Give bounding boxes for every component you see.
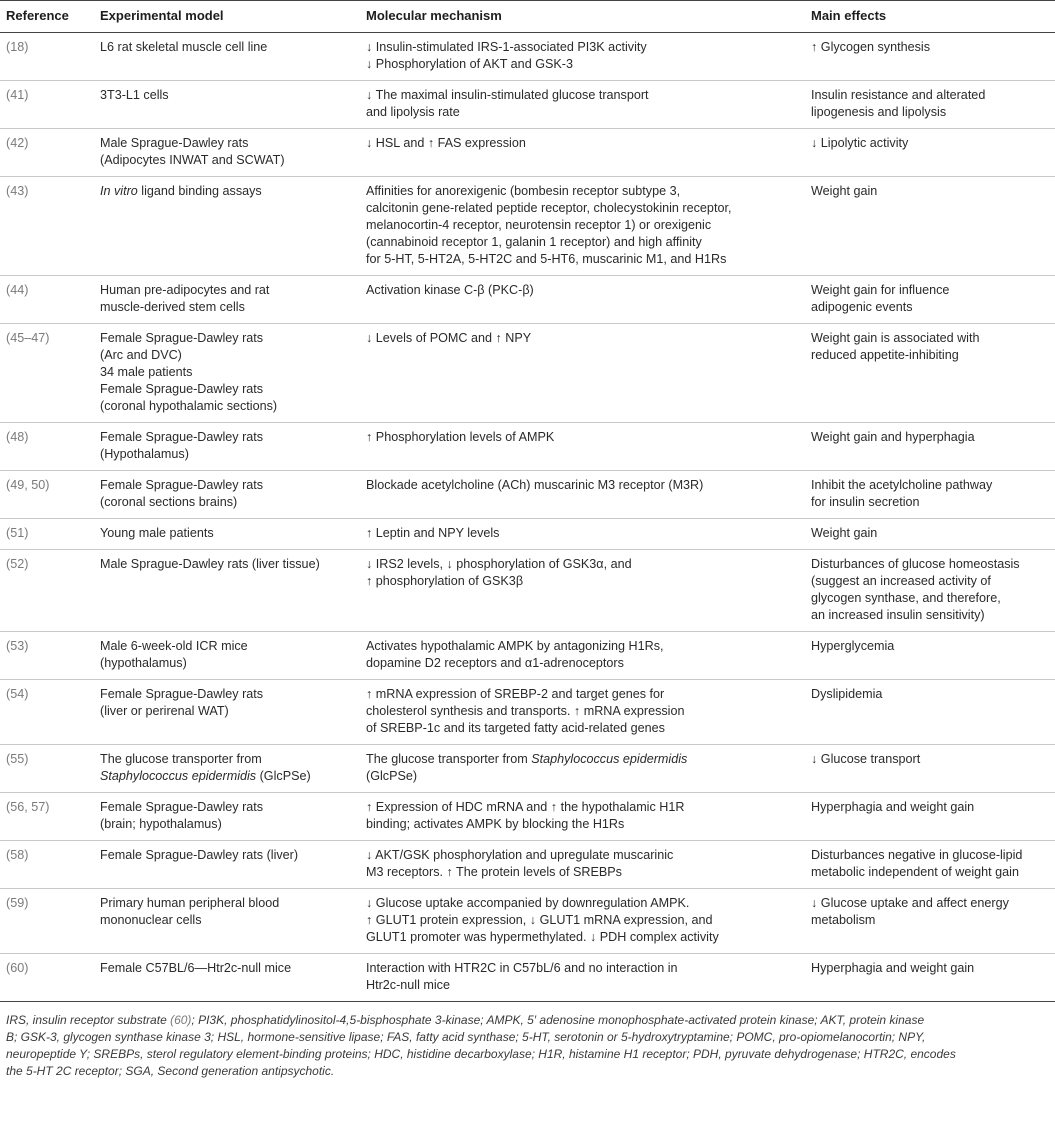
effects-line: lipogenesis and lipolysis <box>811 105 947 119</box>
table-row <box>0 276 1055 324</box>
table-header <box>0 1 1055 33</box>
model-line <box>100 183 352 200</box>
model-line: Female Sprague-Dawley rats <box>100 478 264 492</box>
model-italic-text: In vitro <box>100 184 138 198</box>
footnote-text: IRS, insulin receptor substrate <box>6 1013 171 1027</box>
reference-cell <box>0 129 94 177</box>
header-reference: Reference <box>0 1 94 33</box>
mechanism-line: Activation kinase C-β (PKC-β) <box>366 283 534 297</box>
mechanism-line: of SREBP-1c and its targeted fatty acid-related genes <box>366 721 665 735</box>
table-row <box>0 423 1055 471</box>
molecular-mechanism-cell <box>360 680 805 745</box>
experimental-model-cell <box>94 471 360 519</box>
reference-link[interactable]: (59) <box>6 896 29 910</box>
effects-line: Hyperglycemia <box>811 639 895 653</box>
experimental-model-cell <box>94 632 360 680</box>
effects-line: reduced appetite-inhibiting <box>811 348 959 362</box>
model-italic-text: Staphylococcus epidermidis <box>100 769 257 783</box>
effects-line: Dyslipidemia <box>811 687 883 701</box>
reference-link[interactable]: (44) <box>6 283 29 297</box>
mechanism-line: ↑ mRNA expression of SREBP-2 and target genes for <box>366 687 665 701</box>
reference-cell <box>0 680 94 745</box>
model-line: Female Sprague-Dawley rats <box>100 382 264 396</box>
model-line: (Arc and DVC) <box>100 348 182 362</box>
mechanism-line: ↑ Phosphorylation levels of AMPK <box>366 430 555 444</box>
reference-cell <box>0 632 94 680</box>
model-line: Female Sprague-Dawley rats <box>100 331 264 345</box>
model-line: 34 male patients <box>100 365 193 379</box>
mechanism-line: melanocortin-4 receptor, neurotensin receptor 1) or orexigenic <box>366 218 712 232</box>
main-effects-cell <box>805 129 1055 177</box>
mechanism-line: (cannabinoid receptor 1, galanin 1 receptor) and high affinity <box>366 235 702 249</box>
mechanism-line: ↓ HSL and ↑ FAS expression <box>366 136 526 150</box>
model-line: mononuclear cells <box>100 913 202 927</box>
mechanism-line: cholesterol synthesis and transports. ↑ mRNA expression <box>366 704 685 718</box>
mechanism-italic-text: Staphylococcus epidermidis <box>531 752 688 766</box>
main-effects-cell <box>805 276 1055 324</box>
reference-link[interactable]: (58) <box>6 848 29 862</box>
effects-line: Disturbances negative in glucose-lipid <box>811 848 1023 862</box>
experimental-model-cell <box>94 519 360 550</box>
mechanism-line: for 5-HT, 5-HT2A, 5-HT2C and 5-HT6, muscarinic M1, and H1Rs <box>366 252 727 266</box>
effects-line: Weight gain <box>811 526 878 540</box>
reference-link[interactable]: (43) <box>6 184 29 198</box>
effects-line: adipogenic events <box>811 300 913 314</box>
table-row <box>0 129 1055 177</box>
reference-cell <box>0 954 94 1002</box>
table-row <box>0 793 1055 841</box>
main-effects-cell <box>805 632 1055 680</box>
effects-line: Weight gain and hyperphagia <box>811 430 975 444</box>
table-footnote <box>0 1002 1055 1080</box>
table-row <box>0 632 1055 680</box>
reference-link[interactable]: (45–47) <box>6 331 50 345</box>
reference-cell <box>0 889 94 954</box>
mechanism-line: ↑ Leptin and NPY levels <box>366 526 500 540</box>
effects-line: Hyperphagia and weight gain <box>811 800 975 814</box>
model-line: Male Sprague-Dawley rats (liver tissue) <box>100 557 320 571</box>
model-line: (liver or perirenal WAT) <box>100 704 229 718</box>
table-row <box>0 519 1055 550</box>
main-effects-cell <box>805 680 1055 745</box>
main-effects-cell <box>805 177 1055 276</box>
main-effects-cell <box>805 471 1055 519</box>
mechanism-line: GLUT1 promoter was hypermethylated. ↓ PDH complex activity <box>366 930 719 944</box>
reference-cell <box>0 550 94 632</box>
effects-line: ↓ Glucose transport <box>811 752 921 766</box>
effects-line: Weight gain <box>811 184 878 198</box>
model-line: (coronal hypothalamic sections) <box>100 399 278 413</box>
reference-link[interactable]: (55) <box>6 752 29 766</box>
table-row <box>0 177 1055 276</box>
reference-cell <box>0 793 94 841</box>
reference-cell <box>0 177 94 276</box>
experimental-model-cell <box>94 550 360 632</box>
experimental-model-cell <box>94 841 360 889</box>
mechanism-line: ↓ Phosphorylation of AKT and GSK-3 <box>366 57 573 71</box>
mechanism-line: ↓ IRS2 levels, ↓ phosphorylation of GSK3α, and <box>366 557 632 571</box>
header-molecular-mechanism: Molecular mechanism <box>360 1 805 33</box>
mechanism-text: The glucose transporter from <box>366 752 532 766</box>
model-line: L6 rat skeletal muscle cell line <box>100 40 268 54</box>
mechanism-line: ↓ AKT/GSK phosphorylation and upregulate muscarinic <box>366 848 674 862</box>
header-experimental-model: Experimental model <box>94 1 360 33</box>
mechanism-line: Activates hypothalamic AMPK by antagonizing H1Rs, <box>366 639 664 653</box>
mechanism-line: ↓ The maximal insulin-stimulated glucose transport <box>366 88 649 102</box>
experimental-model-cell <box>94 889 360 954</box>
model-line: (Hypothalamus) <box>100 447 189 461</box>
experimental-model-cell <box>94 81 360 129</box>
main-effects-cell <box>805 793 1055 841</box>
reference-cell <box>0 841 94 889</box>
effects-line: an increased insulin sensitivity) <box>811 608 985 622</box>
model-text: ligand binding assays <box>137 184 262 198</box>
table-row <box>0 81 1055 129</box>
mechanism-line: ↑ phosphorylation of GSK3β <box>366 574 524 588</box>
effects-line: Disturbances of glucose homeostasis <box>811 557 1020 571</box>
model-line <box>100 768 352 785</box>
reference-link[interactable]: (52) <box>6 557 29 571</box>
molecular-mechanism-cell <box>360 550 805 632</box>
effects-line: Insulin resistance and alterated <box>811 88 986 102</box>
experimental-model-cell <box>94 423 360 471</box>
reference-link[interactable]: (56, 57) <box>6 800 50 814</box>
experimental-model-cell <box>94 33 360 81</box>
molecular-mechanism-cell <box>360 632 805 680</box>
reference-link[interactable]: (42) <box>6 136 29 150</box>
main-effects-cell <box>805 324 1055 423</box>
molecular-mechanism-cell <box>360 954 805 1002</box>
model-line: Female Sprague-Dawley rats (liver) <box>100 848 299 862</box>
mechanism-line: ↓ Levels of POMC and ↑ NPY <box>366 331 532 345</box>
main-effects-cell <box>805 954 1055 1002</box>
header-main-effects: Main effects <box>805 1 1055 33</box>
molecular-mechanism-cell <box>360 793 805 841</box>
main-effects-cell <box>805 745 1055 793</box>
mechanism-line: ↑ GLUT1 protein expression, ↓ GLUT1 mRNA expression, and <box>366 913 713 927</box>
experimental-model-cell <box>94 745 360 793</box>
mechanism-line: ↓ Glucose uptake accompanied by downregulation AMPK. <box>366 896 690 910</box>
reference-cell <box>0 81 94 129</box>
molecular-mechanism-cell <box>360 889 805 954</box>
mechanism-line: Interaction with HTR2C in C57bL/6 and no interaction in <box>366 961 678 975</box>
main-effects-cell <box>805 519 1055 550</box>
effects-line: Inhibit the acetylcholine pathway <box>811 478 993 492</box>
molecular-mechanism-cell <box>360 471 805 519</box>
molecular-mechanism-cell <box>360 81 805 129</box>
model-line: Young male patients <box>100 526 214 540</box>
experimental-model-cell <box>94 129 360 177</box>
main-effects-cell <box>805 81 1055 129</box>
mechanism-line: binding; activates AMPK by blocking the H1Rs <box>366 817 625 831</box>
table-row <box>0 33 1055 81</box>
mechanism-line: calcitonin gene-related peptide receptor, cholecystokinin receptor, <box>366 201 732 215</box>
reference-link[interactable]: (53) <box>6 639 29 653</box>
molecular-mechanism-cell <box>360 33 805 81</box>
main-effects-cell <box>805 423 1055 471</box>
model-line: Female Sprague-Dawley rats <box>100 687 264 701</box>
experimental-model-cell <box>94 793 360 841</box>
effects-line: (suggest an increased activity of <box>811 574 991 588</box>
mechanism-line: and lipolysis rate <box>366 105 460 119</box>
footnote-line <box>6 1012 1049 1029</box>
mechanism-line: Htr2c-null mice <box>366 978 450 992</box>
main-effects-cell <box>805 550 1055 632</box>
main-effects-cell <box>805 841 1055 889</box>
model-line: The glucose transporter from <box>100 752 262 766</box>
model-line: Female Sprague-Dawley rats <box>100 430 264 444</box>
effects-line: ↓ Lipolytic activity <box>811 136 909 150</box>
molecular-mechanism-cell <box>360 841 805 889</box>
experimental-model-cell <box>94 276 360 324</box>
mechanism-line: (GlcPSe) <box>366 769 418 783</box>
mechanism-line: Affinities for anorexigenic (bombesin receptor subtype 3, <box>366 184 681 198</box>
model-line: (coronal sections brains) <box>100 495 238 509</box>
molecular-mechanism-cell <box>360 276 805 324</box>
table-row <box>0 680 1055 745</box>
reference-cell <box>0 519 94 550</box>
model-line: Primary human peripheral blood <box>100 896 280 910</box>
table-row <box>0 841 1055 889</box>
model-line: Human pre-adipocytes and rat <box>100 283 270 297</box>
model-text: (GlcPSe) <box>256 769 311 783</box>
molecular-mechanism-cell <box>360 745 805 793</box>
model-line: Female Sprague-Dawley rats <box>100 800 264 814</box>
molecular-mechanism-cell <box>360 129 805 177</box>
header-row <box>0 1 1055 33</box>
reference-cell <box>0 33 94 81</box>
footnote-line: the 5-HT 2C receptor; SGA, Second generation antipsychotic. <box>6 1064 335 1078</box>
effects-line: Weight gain for influence <box>811 283 950 297</box>
effects-line: glycogen synthase, and therefore, <box>811 591 1001 605</box>
model-line: Male 6-week-old ICR mice <box>100 639 248 653</box>
reference-cell <box>0 276 94 324</box>
model-line: (Adipocytes INWAT and SCWAT) <box>100 153 285 167</box>
footnote-text: ; PI3K, phosphatidylinositol-4,5-bisphosphate 3-kinase; AMPK, 5′ adenosine monophosphate-activated protein kinase; AKT, protein kinase <box>191 1013 925 1027</box>
reference-cell <box>0 745 94 793</box>
reference-cell <box>0 471 94 519</box>
effects-line: for insulin secretion <box>811 495 920 509</box>
model-line: (brain; hypothalamus) <box>100 817 222 831</box>
table-row <box>0 550 1055 632</box>
table-row <box>0 954 1055 1002</box>
mechanism-line: Blockade acetylcholine (ACh) muscarinic M3 receptor (M3R) <box>366 478 704 492</box>
reference-link[interactable]: (54) <box>6 687 29 701</box>
reference-cell <box>0 423 94 471</box>
experimental-model-cell <box>94 680 360 745</box>
molecular-mechanism-cell <box>360 423 805 471</box>
model-line: muscle-derived stem cells <box>100 300 245 314</box>
table-body <box>0 33 1055 1002</box>
experimental-model-cell <box>94 324 360 423</box>
main-effects-cell <box>805 889 1055 954</box>
effects-line: metabolic independent of weight gain <box>811 865 1019 879</box>
mechanism-line <box>366 751 797 768</box>
reference-cell <box>0 324 94 423</box>
reference-link[interactable]: (51) <box>6 526 29 540</box>
experimental-model-cell <box>94 954 360 1002</box>
table-row <box>0 324 1055 423</box>
effects-line: ↑ Glycogen synthesis <box>811 40 930 54</box>
mechanism-line: dopamine D2 receptors and α1-adrenoceptors <box>366 656 624 670</box>
reference-link[interactable]: (49, 50) <box>6 478 50 492</box>
molecular-mechanism-cell <box>360 324 805 423</box>
mechanism-line: ↓ Insulin-stimulated IRS-1-associated PI3K activity <box>366 40 647 54</box>
table-row <box>0 471 1055 519</box>
mechanism-line: M3 receptors. ↑ The protein levels of SREBPs <box>366 865 622 879</box>
effects-line: ↓ Glucose uptake and affect energy <box>811 896 1009 910</box>
table-row <box>0 745 1055 793</box>
effects-line: Hyperphagia and weight gain <box>811 961 975 975</box>
model-line: (hypothalamus) <box>100 656 187 670</box>
footnote-reference-link[interactable]: (60) <box>170 1013 192 1027</box>
reference-link[interactable]: (48) <box>6 430 29 444</box>
reference-link[interactable]: (18) <box>6 40 29 54</box>
main-effects-cell <box>805 33 1055 81</box>
table-row <box>0 889 1055 954</box>
effects-line: Weight gain is associated with <box>811 331 980 345</box>
effects-line: metabolism <box>811 913 876 927</box>
reference-link[interactable]: (41) <box>6 88 29 102</box>
model-line: 3T3-L1 cells <box>100 88 169 102</box>
mechanism-line: ↑ Expression of HDC mRNA and ↑ the hypothalamic H1R <box>366 800 685 814</box>
model-line: Female C57BL/6—Htr2c-null mice <box>100 961 292 975</box>
molecular-mechanism-cell <box>360 519 805 550</box>
model-line: Male Sprague-Dawley rats <box>100 136 249 150</box>
footnote-line: neuropeptide Y; SREBPs, sterol regulatory element-binding proteins; HDC, histidine decarboxylase; H1R, histamine H1 receptor; PDH, pyruvate dehydrogenase; HTR2C, encodes <box>6 1047 956 1061</box>
reference-link[interactable]: (60) <box>6 961 29 975</box>
experimental-model-cell <box>94 177 360 276</box>
footnote-line: B; GSK-3, glycogen synthase kinase 3; HSL, hormone-sensitive lipase; FAS, fatty acid synthase; 5-HT, serotonin or 5-hydroxytryptamine; POMC, pro-opiomelanocortin; NPY, <box>6 1030 926 1044</box>
molecular-mechanism-cell <box>360 177 805 276</box>
